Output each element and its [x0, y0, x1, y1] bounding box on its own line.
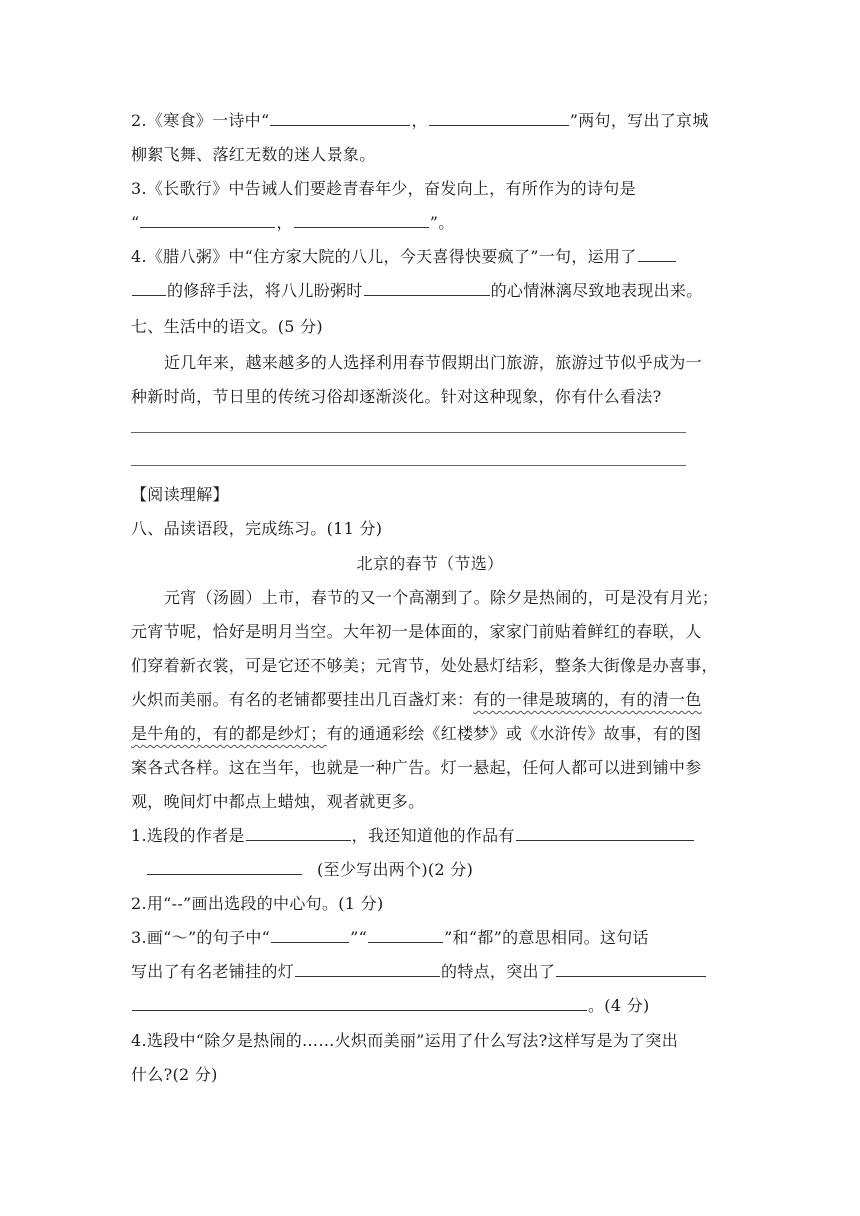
rq1-text-c: (至少写出两个)(2 分)	[317, 860, 474, 879]
question-3-changgexing: 3.《长歌行》中告诫人们要趁青春年少，奋发向上，有所作为的诗句是	[131, 179, 636, 198]
q2-text-c: ”两句，写出了京城	[569, 111, 709, 130]
answer-blank[interactable]	[368, 924, 443, 943]
reading-question-3	[131, 921, 741, 955]
reading-question-2: 2.用“--”画出选段的中心句。(1 分)	[131, 894, 384, 913]
passage-line: 观，晚间灯中都点上蜡烛，观者就更多。	[131, 792, 425, 811]
passage-line	[131, 717, 741, 751]
q2-text-a: 2.《寒食》一诗中“	[131, 111, 270, 130]
answer-blank[interactable]	[270, 107, 410, 126]
answer-blank[interactable]	[295, 958, 440, 977]
q3-text-c: ，	[276, 213, 293, 232]
rq1-text-b: ，我还知道他的作品有	[351, 826, 515, 845]
answer-blank[interactable]	[429, 107, 569, 126]
reading-question-3-line3	[131, 989, 741, 1023]
answer-blank[interactable]	[140, 209, 275, 228]
answer-line[interactable]	[131, 432, 686, 433]
passage-line: 案各式各样。这在当年，也就是一种广告。灯一悬起，任何人都可以进到铺中参	[131, 758, 702, 777]
question-2-line2: 柳絮飞舞、落红无数的迷人景象。	[131, 145, 376, 164]
q4-text-b: 的修辞手法，将八儿盼粥时	[167, 281, 363, 300]
answer-blank[interactable]	[132, 277, 166, 296]
answer-blank[interactable]	[556, 958, 706, 977]
rq3-text-c: ”和“都”的意思相同。这句话	[444, 928, 649, 947]
passage-line: 们穿着新衣裳，可是它还不够美；元宵节，处处悬灯结彩，整条大街像是办喜事，	[131, 656, 718, 675]
passage-line: 元宵（汤圆）上市，春节的又一个高潮到了。除夕是热闹的，可是没有月光；	[164, 588, 719, 607]
answer-blank[interactable]	[364, 277, 490, 296]
rq1-text-a: 1.选段的作者是	[131, 826, 245, 845]
rq3-text-e: 的特点，突出了	[441, 962, 556, 981]
rq3-text-a: 3.画“～”的句子中“	[131, 928, 271, 947]
section-7-paragraph: 近几年来，越来越多的人选择利用春节假期出门旅游，旅游过节似乎成为一	[164, 353, 702, 372]
reading-question-1-line2	[146, 853, 756, 887]
rq3-text-f: 。(4 分)	[588, 996, 650, 1015]
reading-question-3-line2	[131, 955, 741, 989]
answer-blank[interactable]	[294, 209, 429, 228]
answer-blank[interactable]	[147, 856, 302, 875]
q3-text-b: “	[131, 213, 140, 232]
q3-text-d: ”。	[429, 213, 455, 232]
wavy-underlined-sentence: 有的一律是玻璃的，有的清一色	[473, 690, 702, 709]
answer-blank[interactable]	[246, 822, 351, 841]
question-4-line2	[131, 274, 751, 308]
question-3-line2	[131, 206, 741, 240]
answer-blank[interactable]	[516, 822, 694, 841]
wavy-underlined-sentence: 是牛角的，有的都是纱灯；	[131, 724, 327, 743]
answer-blank[interactable]	[132, 992, 587, 1011]
passage-text: 火炽而美丽。有名的老铺都要挂出几百盏灯来：	[131, 690, 474, 709]
section-8-heading: 八、品读语段，完成练习。(11 分)	[131, 519, 383, 538]
q4-text-c: 的心情淋漓尽致地表现出来。	[490, 281, 703, 300]
rq3-text-d: 写出了有名老铺挂的灯	[131, 962, 295, 981]
reading-question-4-line2: 什么?(2 分)	[131, 1065, 218, 1084]
q2-text-b: ，	[411, 111, 428, 130]
answer-line[interactable]	[131, 465, 686, 466]
passage-title: 北京的春节（节选）	[356, 554, 504, 573]
answer-blank[interactable]	[638, 243, 676, 262]
passage-line	[131, 683, 741, 717]
answer-blank[interactable]	[271, 924, 349, 943]
rq3-text-b: ”“	[350, 928, 368, 947]
reading-question-1	[131, 819, 741, 853]
question-4-labazhou	[131, 240, 741, 274]
passage-line: 元宵节呢，恰好是明月当空。大年初一是体面的，家家门前贴着鲜红的春联，人	[131, 622, 702, 641]
q4-text-a: 4.《腊八粥》中“住方家大院的八儿，今天喜得快要疯了”一句，运用了	[131, 247, 637, 266]
section-7-heading: 七、生活中的语文。(5 分)	[131, 317, 323, 336]
question-2-hanshi	[131, 104, 741, 138]
section-7-paragraph: 种新时尚，节日里的传统习俗却逐渐淡化。针对这种现象，你有什么看法?	[131, 387, 662, 406]
reading-question-4: 4.选段中“除夕是热闹的……火炽而美丽”运用了什么写法?这样写是为了突出	[131, 1031, 679, 1050]
reading-section-label: 【阅读理解】	[131, 485, 229, 504]
passage-text: 有的通通彩绘《红楼梦》或《水浒传》故事，有的图	[326, 724, 702, 743]
